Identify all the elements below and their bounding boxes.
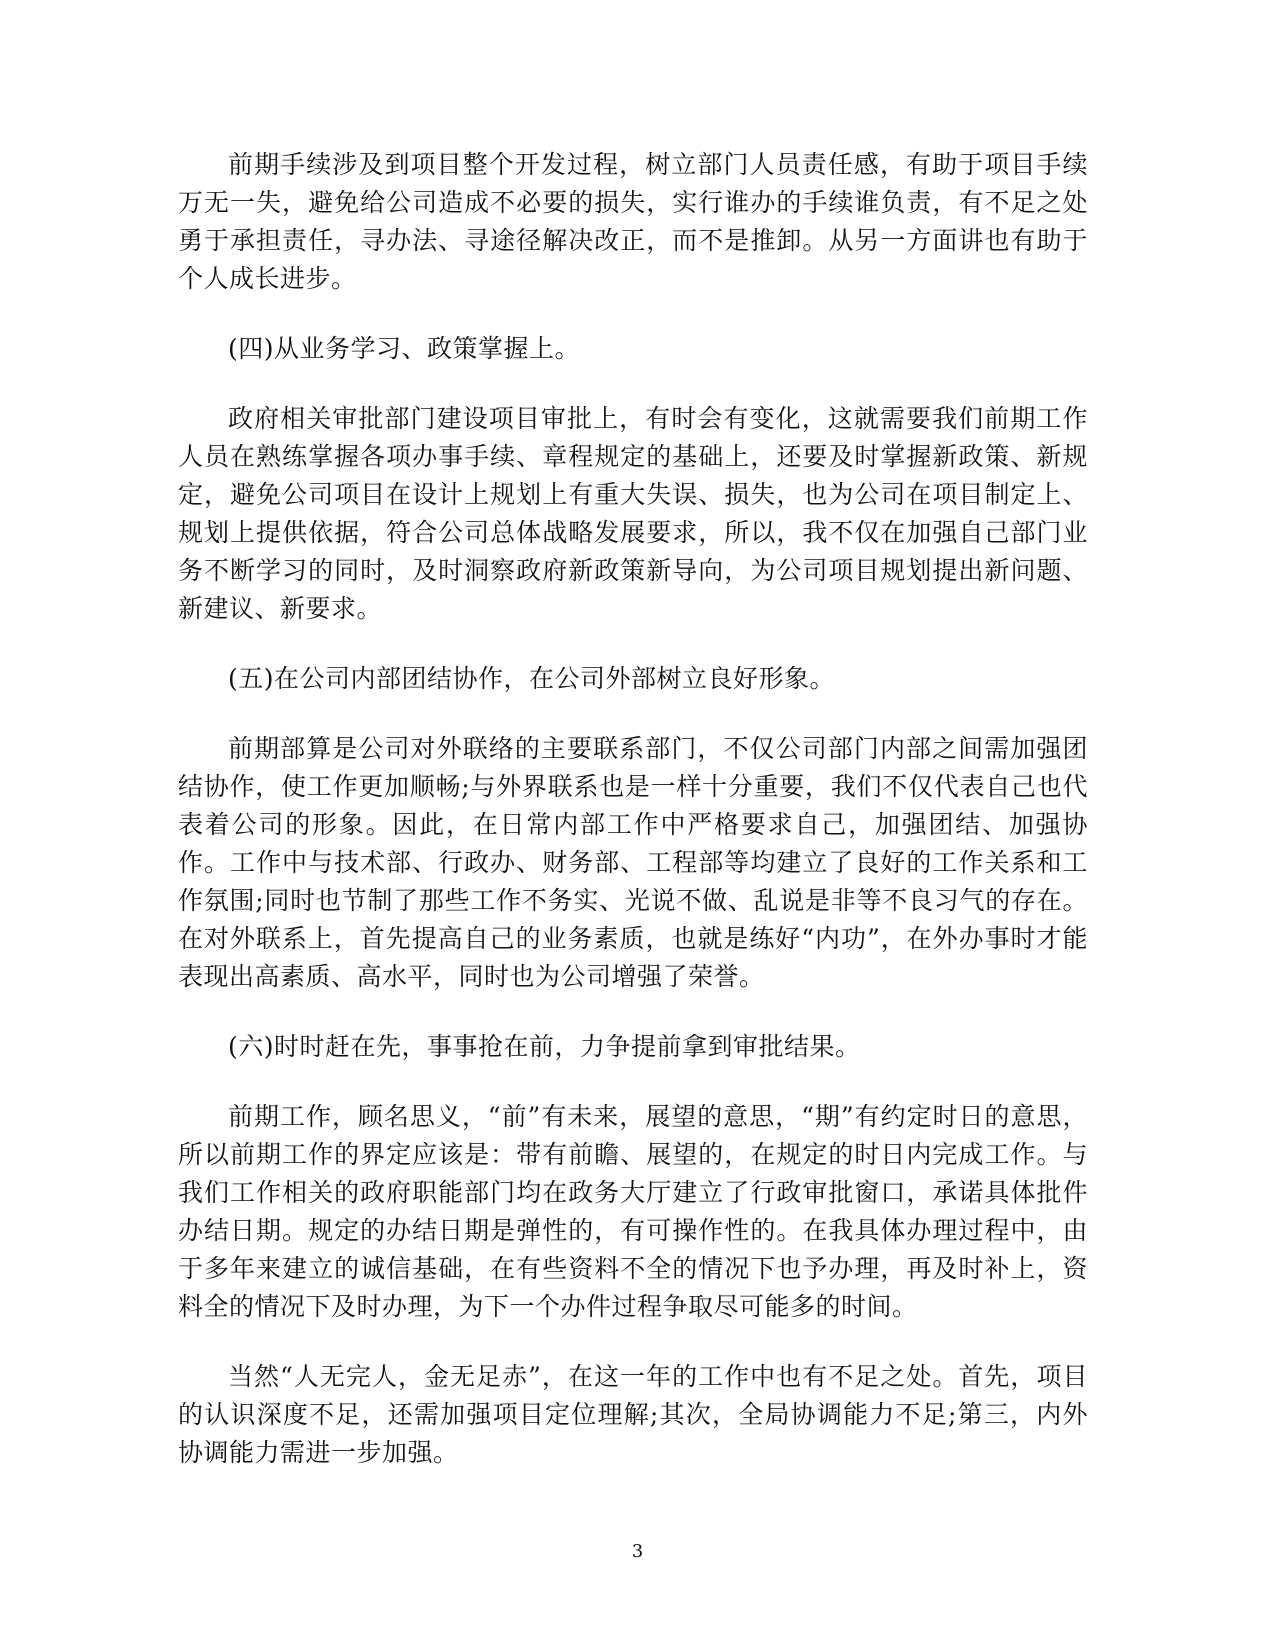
page-number: 3 bbox=[631, 1541, 644, 1562]
paragraph-teamwork-image: 前期部算是公司对外联络的主要联系部门，不仅公司部门内部之间需加强团结协作，使工作更加顺畅;与外界联系也是一样十分重要，我们不仅代表自己也代表着公司的形象。因此，在日常内部工作中严格要求自己，加强团结、加强协作。工作中与技术部、行政办、财务部、工程部等均建立了良好的工作关系和工作氛围;同时也节制了那些工作不务实、光说不做、乱说是非等不良习气的存在。在对外联系上，首先提高自己的业务素质，也就是练好“内功”，在外办事时才能表现出高素质、高水平，同时也为公司增强了荣誉。 bbox=[178, 734, 1088, 991]
paragraph-shortcomings: 当然“人无完人，金无足赤”，在这一年的工作中也有不足之处。首先，项目的认识深度不足，还需加强项目定位理解;其次，全局协调能力不足;第三，内外协调能力需进一步加强。 bbox=[178, 1362, 1088, 1467]
section-heading-5: (五)在公司内部团结协作，在公司外部树立良好形象。 bbox=[228, 664, 836, 693]
paragraph-procedures-responsibility: 前期手续涉及到项目整个开发过程，树立部门人员责任感，有助于项目手续万无一失，避免给公司造成不必要的损失，实行谁办的手续谁负责，有不足之处勇于承担责任，寻办法、寻途径解决改正，而不是推卸。从另一方面讲也有助于个人成长进步。 bbox=[178, 150, 1088, 293]
paragraph-early-work: 前期工作，顾名思义，“前”有未来，展望的意思，“期”有约定时日的意思，所以前期工作的界定应该是：带有前瞻、展望的，在规定的时日内完成工作。与我们工作相关的政府职能部门均在政务大厅建立了行政审批窗口，承诺具体批件办结日期。规定的办结日期是弹性的，有可操作性的。在我具体办理过程中，由于多年来建立的诚信基础，在有些资料不全的情况下也予办理，再及时补上，资料全的情况下及时办理，为下一个办件过程争取尽可能多的时间。 bbox=[178, 1102, 1088, 1321]
section-heading-6: (六)时时赶在先，事事抢在前，力争提前拿到审批结果。 bbox=[228, 1032, 861, 1061]
section-heading-4: (四)从业务学习、政策掌握上。 bbox=[228, 334, 581, 363]
paragraph-policy-learning: 政府相关审批部门建设项目审批上，有时会有变化，这就需要我们前期工作人员在熟练掌握各项办事手续、章程规定的基础上，还要及时掌握新政策、新规定，避免公司项目在设计上规划上有重大失误、损失，也为公司在项目制定上、规划上提供依据，符合公司总体战略发展要求，所以，我不仅在加强自己部门业务不断学习的同时，及时洞察政府新政策新导向，为公司项目规划提出新问题、新建议、新要求。 bbox=[178, 404, 1088, 623]
document-body bbox=[178, 146, 1088, 1504]
